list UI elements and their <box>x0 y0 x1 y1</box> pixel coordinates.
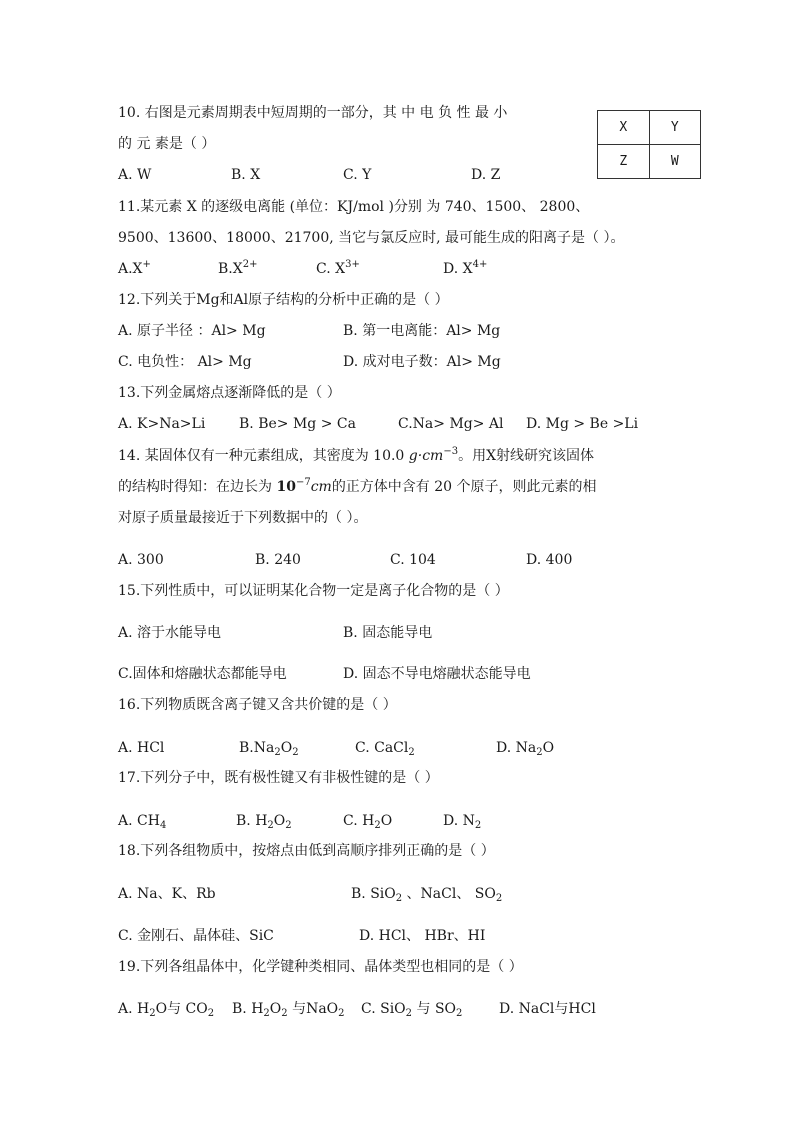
cell-w: W <box>649 145 701 179</box>
q18-option-d: D. HCl、 HBr、HI <box>359 928 486 944</box>
q10-option-b: B. X <box>231 167 261 183</box>
q12-option-b: B. 第一电离能：Al> Mg <box>343 323 501 339</box>
q16-stem: 16.下列物质既含离子键又含共价键的是（ ） <box>118 697 397 713</box>
q11-stem-line1: 11.某元素 X 的逐级电离能 (单位：KJ/mol )分别 为 740、1500、 2800、 <box>118 199 590 215</box>
q18-option-a: A. Na、K、Rb <box>118 886 216 902</box>
q14-stem-line3: 对原子质量最接近于下列数据中的（ ）。 <box>118 510 368 526</box>
q15-option-b: B. 固态能导电 <box>343 625 433 641</box>
q12-option-a: A. 原子半径 ：Al> Mg <box>118 323 266 339</box>
q13-stem: 13.下列金属熔点逐渐降低的是（ ） <box>118 385 341 401</box>
q15-option-a: A. 溶于水能导电 <box>118 625 222 641</box>
q12-option-d: D. 成对电子数：Al> Mg <box>343 354 501 370</box>
q14-option-d: D. 400 <box>526 552 573 568</box>
q16-option-c: C. CaCl$_2$ <box>355 740 415 758</box>
q14-option-b: B. 240 <box>255 552 301 568</box>
q18-stem: 18.下列各组物质中，按熔点由低到高顺序排列正确的是（ ） <box>118 843 495 859</box>
q11-option-d: D. $X^{4+}$ <box>443 259 488 277</box>
q10-option-d: D. Z <box>471 167 501 183</box>
q16-option-a: A. HCl <box>118 740 165 756</box>
q16-option-b: $B.Na_2O_2$ <box>239 740 299 758</box>
q17-stem: 17.下列分子中，既有极性键又有非极性键的是（ ） <box>118 770 439 786</box>
q14-option-c: C. 104 <box>390 552 436 568</box>
q17-option-d: D. $N_2$ <box>443 813 482 831</box>
q11-stem-line2: 9500、13600、18000、21700, 当它与氯反应时, 最可能生成的阳离子是（ ）。 <box>118 230 625 246</box>
q17-option-c: C. $H_2O$ <box>343 813 393 831</box>
q17-option-a: A. $CH_4$ <box>118 813 167 831</box>
q12-option-c: C. 电负性： Al> Mg <box>118 354 252 370</box>
q11-option-a: A.X+ <box>118 259 151 277</box>
q15-option-d: D. 固态不导电熔融状态能导电 <box>343 666 531 682</box>
q13-option-c: C.Na> Mg> Al <box>398 416 504 432</box>
q19-stem: 19.下列各组晶体中，化学键种类相同、晶体类型也相同的是（ ） <box>118 959 523 975</box>
cell-y: Y <box>649 111 701 145</box>
q18-option-c: C. 金刚石、晶体硅、SiC <box>118 928 274 944</box>
q11-option-b: $B.X^{2+}$ <box>218 259 258 277</box>
q14-stem-line2: 的结构时得知：在边长为 $10^{-7}cm$的正方体中含有 20 个原子，则此元素的相 <box>118 477 597 495</box>
q14-option-a: A. 300 <box>118 552 164 568</box>
q13-option-b: B. Be> Mg > Ca <box>239 416 356 432</box>
q19-option-d: D. NaCl与HCl <box>499 1001 596 1017</box>
q12-stem: 12.下列关于Mg和Al原子结构的分析中正确的是（ ） <box>118 292 449 308</box>
cell-x: X <box>598 111 650 145</box>
q11-option-c: C. $X^{3+}$ <box>316 259 360 277</box>
q10-option-a: A. W <box>118 167 152 183</box>
q10-stem-line1: 10. 右图是元素周期表中短周期的一部分，其 中 电 负 性 最 小 <box>118 105 508 121</box>
q10-stem-line2: 的 元 素是（ ） <box>118 136 216 152</box>
q18-option-b: B. SiO$_2$ 、NaCl、 $SO_2$ <box>351 886 503 904</box>
q16-option-d: D. $Na_2O$ <box>496 740 555 758</box>
q17-option-b: B. $H_2O_2$ <box>236 813 292 831</box>
q15-stem: 15.下列性质中，可以证明某化合物一定是离子化合物的是（ ） <box>118 583 509 599</box>
q13-option-d: D. Mg > Be >Li <box>526 416 639 432</box>
q13-option-a: A. K>Na>Li <box>118 416 206 432</box>
q19-option-c: C. SiO$_2$ 与 $SO_2$ <box>361 1001 463 1019</box>
periodic-table-fragment <box>597 110 701 179</box>
q19-option-a: A. $H_2O$与 $CO_2$ <box>118 1001 215 1019</box>
cell-z: Z <box>598 145 650 179</box>
q15-option-c: C.固体和熔融状态都能导电 <box>118 666 287 682</box>
q19-option-b: B. $H_2O_2$ 与NaO$_2$ <box>232 1001 345 1019</box>
q14-stem-line1: 14. 某固体仅有一种元素组成，其密度为 10.0 $g\cdot cm^{-3}$。用X射线研究该固体 <box>118 446 595 464</box>
q10-option-c: C. Y <box>343 167 372 183</box>
